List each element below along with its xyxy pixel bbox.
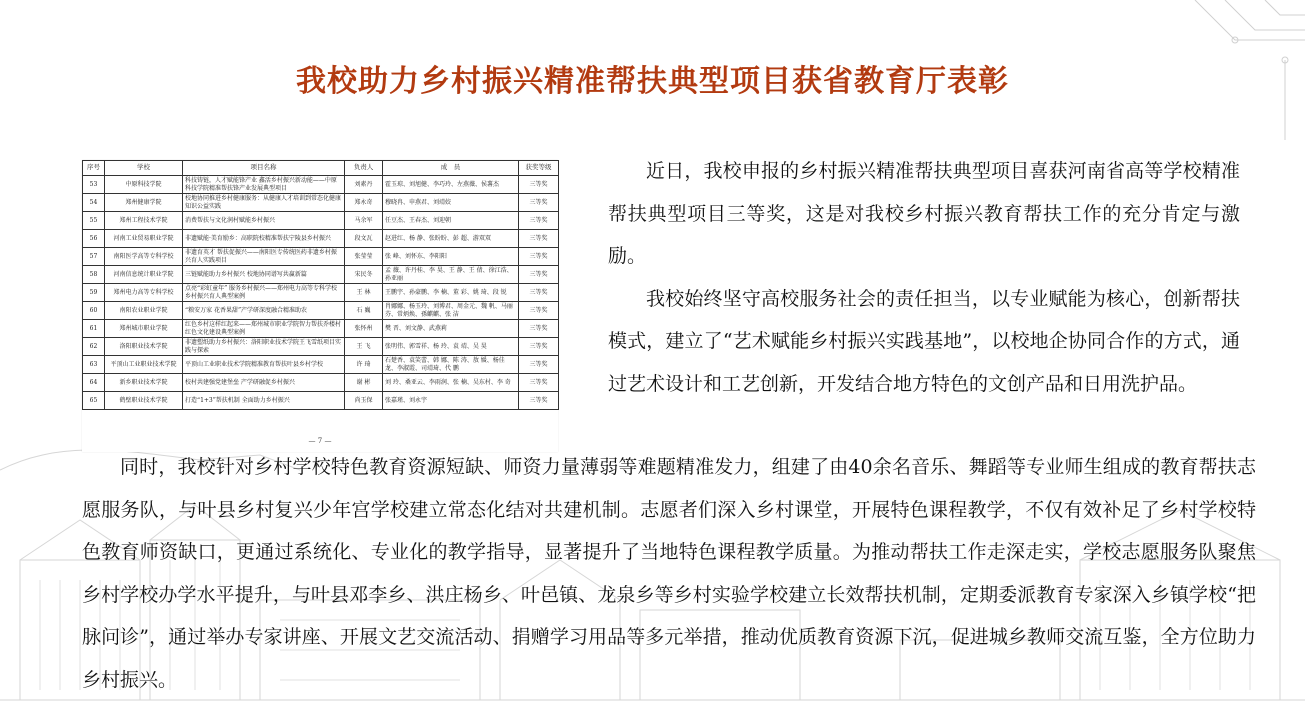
cell-members: 石楚香、袁笑蕾、韩 娜、陈 涛、敖 媛、杨佳龙、李淑霞、司靖琦、代 鹏 — [383, 356, 519, 374]
cell-members: 肖娜娜、杨玉玲、刘博君、周金元、魏 帆、马丽芬、常炳焕、孫麒麒、张 洁 — [383, 302, 519, 320]
cell-lead: 王 林 — [345, 284, 383, 302]
cell-school: 郑州电力高等专科学校 — [105, 284, 183, 302]
paragraph-intro-2: 我校始终坚守高校服务社会的责任担当，以专业赋能为核心，创新帮扶模式，建立了“艺术赋能乡村振兴实践基地”，以校地企协同合作的方式，通过艺术设计和工艺创新，开发结合地方特色的文创产品和日用洗护品。 — [608, 287, 1240, 395]
cell-members: 任豆杰、王春杰、刘迎朝 — [383, 212, 519, 230]
table-row — [83, 176, 559, 194]
cell-award: 三等奖 — [519, 338, 559, 356]
cell-project: 消费帮扶与文化润村赋能乡村振兴 — [183, 212, 345, 230]
cell-members: 霍玉琼、刘旭健、李巧玲、左燕薇、侯薯杰 — [383, 176, 519, 194]
cell-school: 新乡职业技术学院 — [105, 374, 183, 392]
cell-lead: 刘素丹 — [345, 176, 383, 194]
table-row — [83, 374, 559, 392]
cell-lead: 谢 彬 — [345, 374, 383, 392]
table-row — [83, 320, 559, 338]
cell-project: 平顶山工业职业技术学院精准教育帮扶叶县乡村学校 — [183, 356, 345, 374]
intro-paragraphs — [608, 150, 1240, 406]
cell-index: 53 — [83, 176, 105, 194]
table-row — [83, 212, 559, 230]
cell-school: 河南信息统计职业学院 — [105, 266, 183, 284]
cell-project: 非遗育英才 帮扶促振兴——南阳医专传统医药非遗乡村振兴育人实践项目 — [183, 248, 345, 266]
cell-lead: 张莹莹 — [345, 248, 383, 266]
cell-lead: 许 琦 — [345, 356, 383, 374]
cell-members: 张 峰、刘怀东、李阳阳 — [383, 248, 519, 266]
cell-project: 科技铸链，人才赋能锋产业 鑫活乡村振兴新动能——中原科技学院精准帮扶锋产业发展典型项目 — [183, 176, 345, 194]
cell-index: 58 — [83, 266, 105, 284]
paragraph-intro-1: 近日，我校申报的乡村振兴精准帮扶典型项目喜获河南省高等学校精准帮扶典型项目三等奖，这是对我校乡村振兴教育帮扶工作的充分肯定与激励。 — [608, 160, 1240, 268]
cell-members: 孟 薇、许丹桂、李 昊、王 静、王 倩、徐江浩、孙亚丽 — [383, 266, 519, 284]
cell-lead: 宋民冬 — [345, 266, 383, 284]
cell-award: 三等奖 — [519, 248, 559, 266]
cell-school: 洛阳职业技术学院 — [105, 338, 183, 356]
cell-index: 60 — [83, 302, 105, 320]
cell-school: 中原科技学院 — [105, 176, 183, 194]
cell-members: 刘 玲、桑亚云、李雨润、张 楠、吴东村、李 奇 — [383, 374, 519, 392]
cell-lead: 石 巍 — [345, 302, 383, 320]
cell-lead: 马余军 — [345, 212, 383, 230]
cell-index: 56 — [83, 230, 105, 248]
col-header-index: 序号 — [83, 161, 105, 176]
table-row — [83, 338, 559, 356]
cell-award: 三等奖 — [519, 212, 559, 230]
col-header-school: 学校 — [105, 161, 183, 176]
table-row — [83, 230, 559, 248]
cell-members: 张明伟、郭雪祥、杨 玲、袁 靖、吴 昊 — [383, 338, 519, 356]
table-row — [83, 356, 559, 374]
cell-project: 校村共建强党建堡垒 产学研融促乡村振兴 — [183, 374, 345, 392]
award-list-document — [82, 160, 558, 452]
cell-members: 樊 晋、刘文静、武燕莉 — [383, 320, 519, 338]
cell-lead: 尚玉保 — [345, 392, 383, 410]
cell-project: 非遗塑纸助力乡村振兴：洛阳职业技术学院王飞雪纸项目实践与探索 — [183, 338, 345, 356]
body-paragraph-block — [82, 446, 1256, 702]
cell-index: 63 — [83, 356, 105, 374]
page-number: — 7 — — [308, 437, 332, 445]
cell-lead: 段文瓦 — [345, 230, 383, 248]
cell-award: 三等奖 — [519, 266, 559, 284]
cell-school: 鹤壁职业技术学院 — [105, 392, 183, 410]
cell-project: 校地协同推进乡村健康服务：从健康人才培训到常态化健康知识公益实践 — [183, 194, 345, 212]
table-row — [83, 266, 559, 284]
cell-school: 南阳医学高等专科学校 — [105, 248, 183, 266]
table-row — [83, 284, 559, 302]
cell-lead: 郑永奇 — [345, 194, 383, 212]
cell-project: 打造“1+3”帮扶机制 全面助力乡村振兴 — [183, 392, 345, 410]
cell-school: 平顶山工业职业技术学院 — [105, 356, 183, 374]
cell-school: 南阳农业职业学院 — [105, 302, 183, 320]
cell-index: 64 — [83, 374, 105, 392]
table-row — [83, 302, 559, 320]
col-header-award: 获奖等级 — [519, 161, 559, 176]
cell-project: 红色乡村这样红起来——郑州城市职业学院智力帮扶乔楼村红色文化建设典型案例 — [183, 320, 345, 338]
cell-award: 三等奖 — [519, 374, 559, 392]
cell-index: 54 — [83, 194, 105, 212]
cell-award: 三等奖 — [519, 320, 559, 338]
cell-members: 张嘉瑾、刘永宇 — [383, 392, 519, 410]
cell-award: 三等奖 — [519, 194, 559, 212]
cell-index: 61 — [83, 320, 105, 338]
cell-index: 55 — [83, 212, 105, 230]
cell-index: 59 — [83, 284, 105, 302]
col-header-project: 项目名称 — [183, 161, 345, 176]
cell-award: 三等奖 — [519, 176, 559, 194]
cell-index: 65 — [83, 392, 105, 410]
cell-school: 河南工业贸易职业学院 — [105, 230, 183, 248]
cell-members: 穆晓冉、申燕君、刘靖姣 — [383, 194, 519, 212]
paragraph-body: 同时，我校针对乡村学校特色教育资源短缺、师资力量薄弱等难题精准发力，组建了由40余名音乐、舞蹈等专业师生组成的教育帮扶志愿服务队，与叶县乡村复兴少年宫学校建立常态化结对共建机制。志愿者们深入乡村课堂，开展特色课程教学，不仅有效补足了乡村学校特色教育师资缺口，更通过系统化、专业化的教学指导，显著提升了当地特色课程教学质量。为推动帮扶工作走深走实，学校志愿服务队聚焦乡村学校办学水平提升，与叶县邓李乡、洪庄杨乡、叶邑镇、龙泉乡等乡村实验学校建立长效帮扶机制，定期委派教育专家深入乡镇学校“把脉问诊”，通过举办专家讲座、开展文艺交流活动、捐赠学习用品等多元举措，推动优质教育资源下沉，促进城乡教师交流互鉴，全方位助力乡村振兴。 — [82, 456, 1256, 691]
col-header-lead: 负责人 — [345, 161, 383, 176]
cell-lead: 张怀州 — [345, 320, 383, 338]
col-header-members: 成 员 — [383, 161, 519, 176]
page-title: 我校助力乡村振兴精准帮扶典型项目获省教育厅表彰 — [296, 64, 1009, 99]
cell-school: 郑州城市职业学院 — [105, 320, 183, 338]
cell-project: “粮安万家 花香果甜”产学研深度融合精准助农 — [183, 302, 345, 320]
cell-lead: 王 飞 — [345, 338, 383, 356]
table-row — [83, 194, 559, 212]
cell-project: 点亮“彩虹童年” 服务乡村振兴——郑州电力高等专科学校乡村振兴育人典型案例 — [183, 284, 345, 302]
cell-project: 三链赋能助力乡村振兴 校地协同谱写共赢新篇 — [183, 266, 345, 284]
cell-award: 三等奖 — [519, 356, 559, 374]
cell-school: 郑州工程技术学院 — [105, 212, 183, 230]
cell-index: 62 — [83, 338, 105, 356]
cell-award: 三等奖 — [519, 392, 559, 410]
table-header-row — [83, 161, 559, 176]
cell-project: 非遗赋能·美育励乡：高职院校精准帮扶宁陵县乡村振兴 — [183, 230, 345, 248]
cell-award: 三等奖 — [519, 302, 559, 320]
table-row — [83, 248, 559, 266]
cell-members: 王鹏宇、孙豪鹏、李 楠、董 彩、姚 琦、段 锐 — [383, 284, 519, 302]
cell-school: 郑州健康学院 — [105, 194, 183, 212]
award-table — [82, 160, 559, 410]
table-row — [83, 392, 559, 410]
cell-members: 赵进红、杨 静、张盼盼、彭 超、游双双 — [383, 230, 519, 248]
cell-award: 三等奖 — [519, 284, 559, 302]
cell-index: 57 — [83, 248, 105, 266]
cell-award: 三等奖 — [519, 230, 559, 248]
